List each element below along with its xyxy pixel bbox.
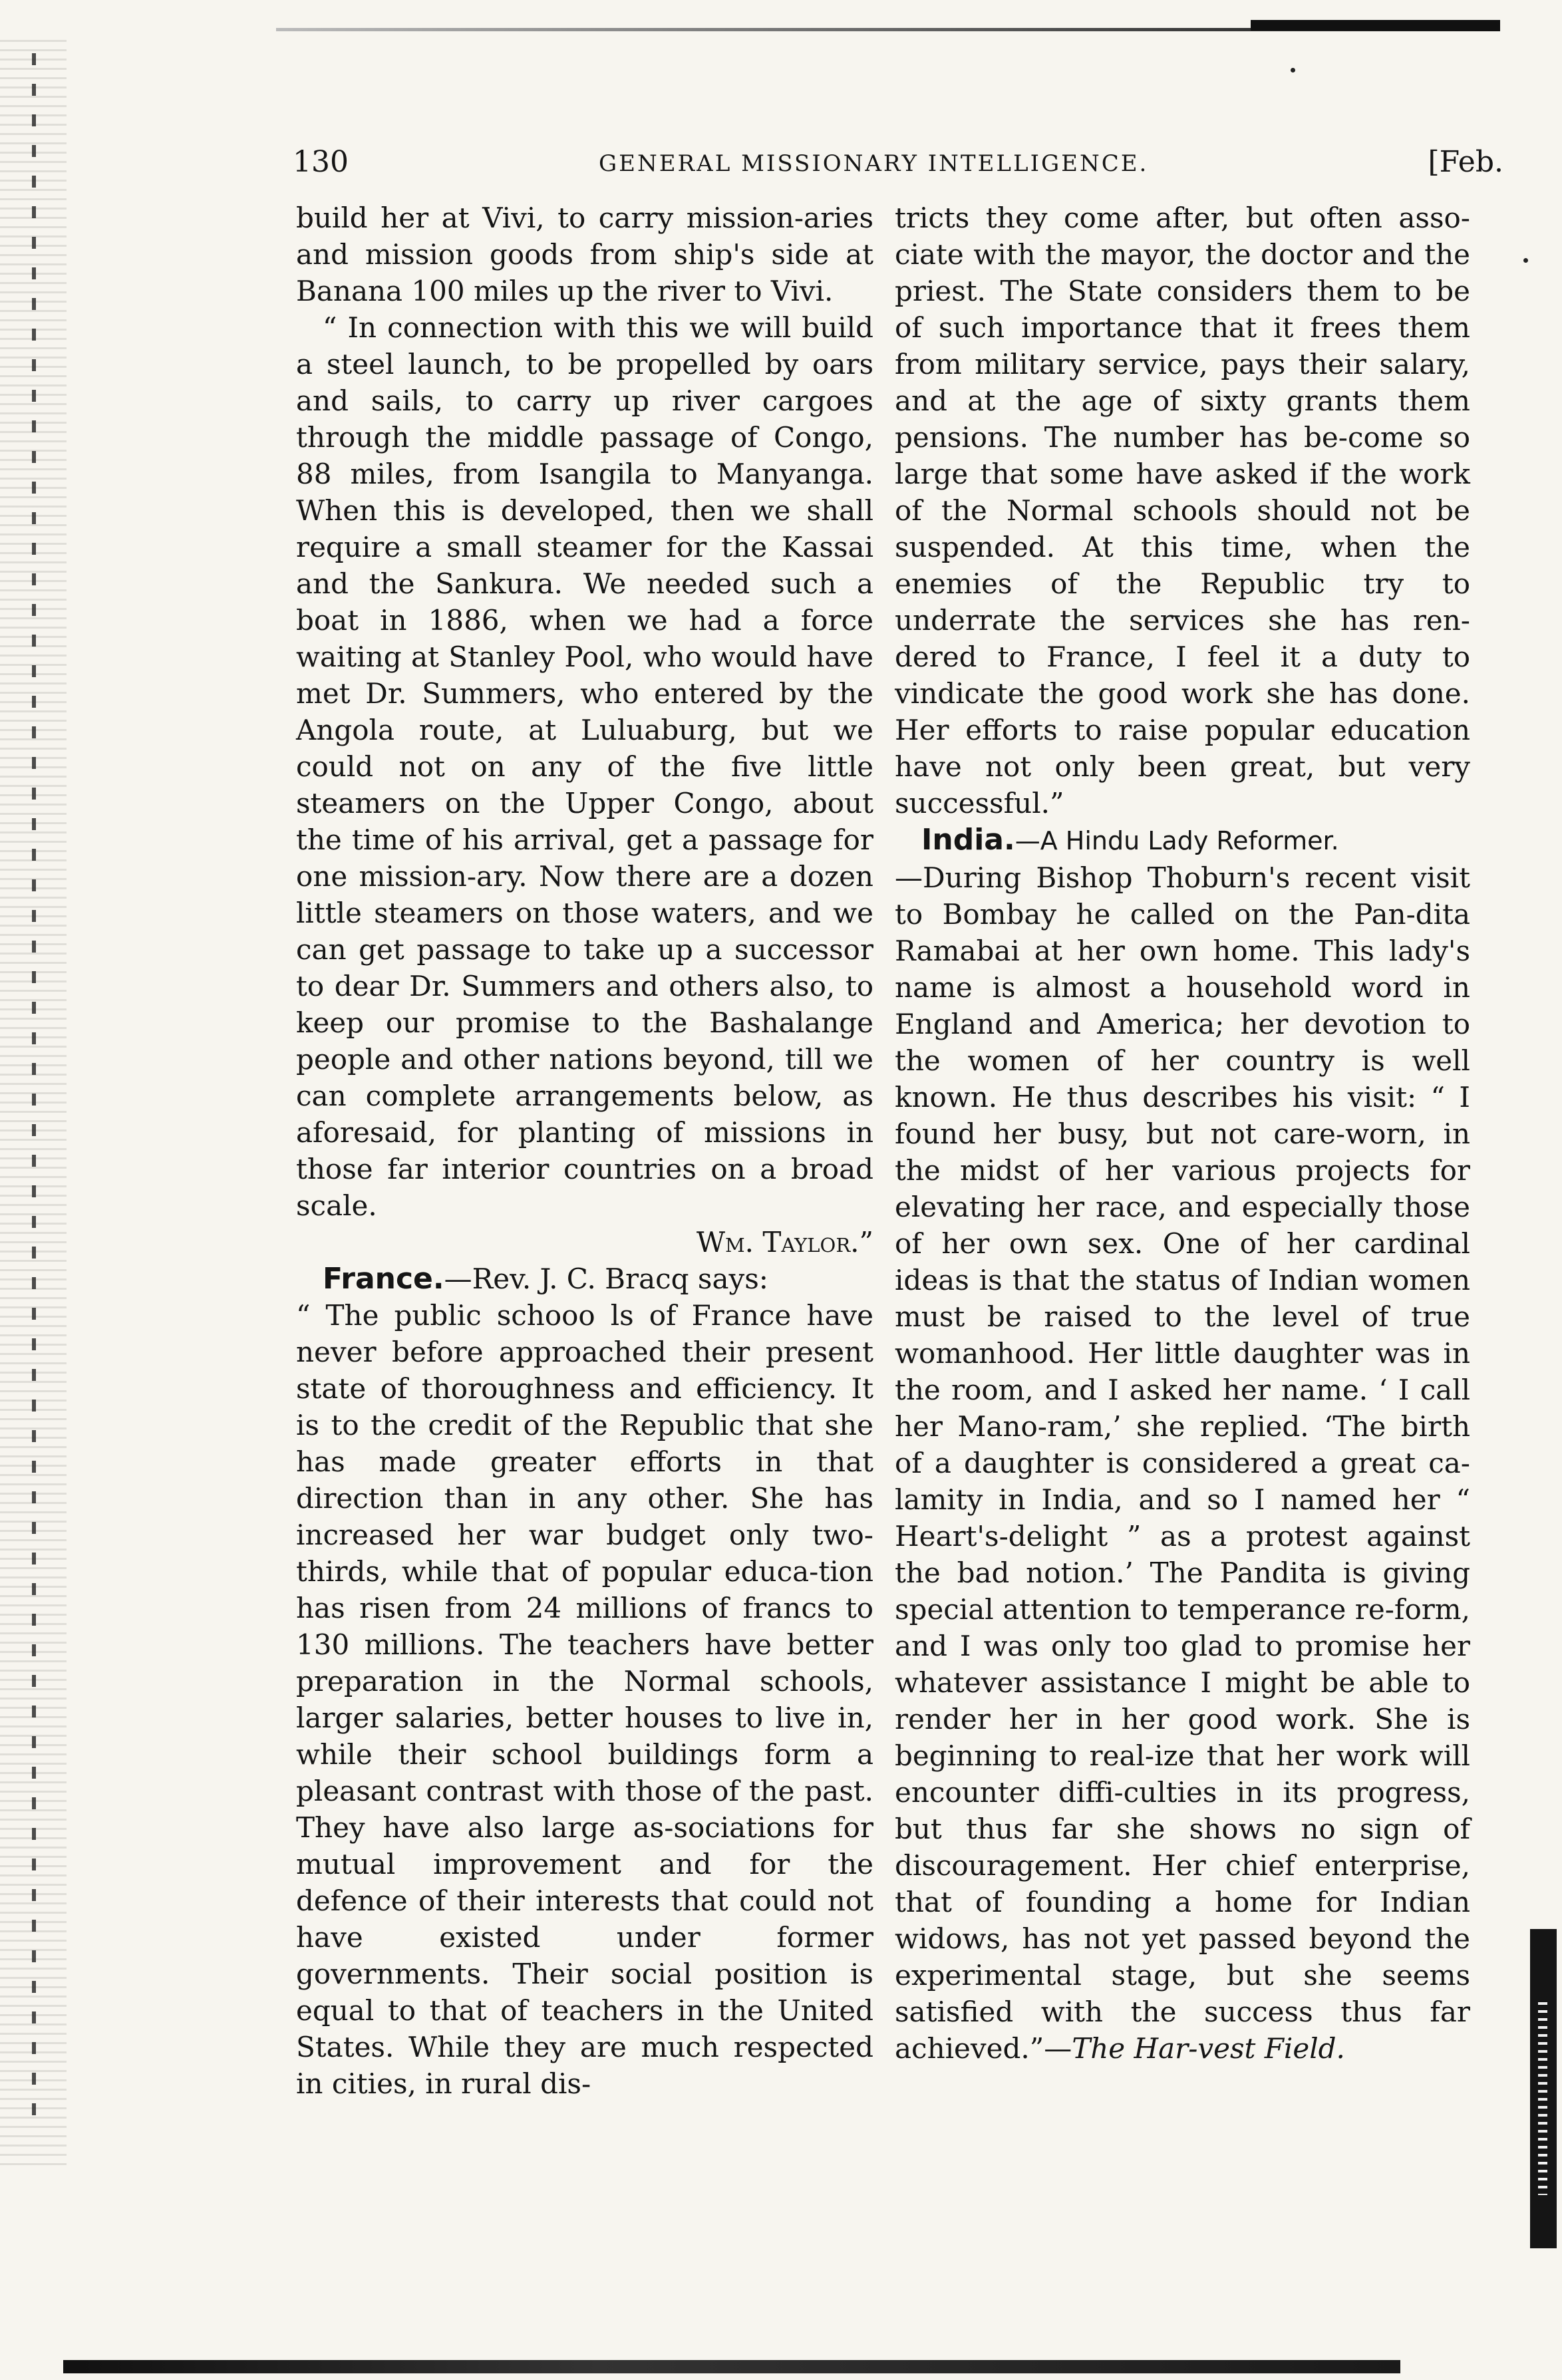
paragraph: tricts they come after, but often asso-ciate with the mayor, the doctor and the priest. The State considers them to be of such importance that it frees them from military service, pays their salary, and at the age of sixty grants them pensions. The number has be-come so large that some have asked if the work of the Normal schools should not be suspended. At this time, when the enemies of the Republic try to underrate the services she has ren-dered to France, I feel it a duty to vindicate the good work she has done. Her efforts to raise popular education have not only been great, but very successful.” xyxy=(895,202,1470,819)
section-heading-france: France. xyxy=(323,1262,444,1296)
speck xyxy=(1291,68,1295,73)
paragraph: “ In connection with this we will build a steel launch, to be propelled by oars and sails, to carry up river cargoes through the middle passage of Congo, 88 miles, from Isangila to Manyanga. When this is developed, then we shall require a small steamer for the Kassai and the Sankura. We needed such a boat in 1886, when we had a force waiting at Stanley Pool, who would have met Dr. Summers, who entered by the Angola route, at Luluaburg, but we could not on any of the five little steamers on the Upper Congo, about the time of his arrival, get a passage for one mission-ary. Now there are a dozen little steamers on those waters, and we can get passage to take up a successor to dear Dr. Summers and others also, to keep our promise to the Bashalange people and other nations beyond, till we can complete arrangements below, as aforesaid, for planting of missions in those far interior countries on a broad scale. xyxy=(296,311,873,1222)
top-rule-thick xyxy=(1251,20,1500,31)
signature: Wm. Taylor.” xyxy=(696,1226,873,1259)
section-india xyxy=(895,821,1470,859)
scan-edge-right-text xyxy=(1538,2002,1547,2195)
paragraph: build her at Vivi, to carry mission-aries and mission goods from ship's side at Banana 100 miles up the river to Vivi. xyxy=(296,202,873,307)
left-column xyxy=(296,200,873,2102)
running-head: GENERAL MISSIONARY INTELLIGENCE. xyxy=(599,150,1149,177)
page-number: 130 xyxy=(293,145,349,179)
india-text: —During Bishop Thoburn's recent visit to Bombay he called on the Pan-dita Ramabai at her own home. This lady's name is almost a household word in England and America; her devotion to the women of her country is well known. He thus describes his visit: “ I found her busy, but not care-worn, in the midst of her various projects for elevating her race, and especially those of her own sex. One of her cardinal ideas is that the status of Indian women must be raised to the level of true womanhood. Her little daughter was in the room, and I asked her name. ‘ I call her Mano-ram,’ she replied. ‘The birth of a daughter is considered a great ca-lamity in India, and so I named her “ Heart's-delight ” as a protest against the bad notion.’ The Pandita is giving special attention to temperance re-form, and I was only too glad to promise her whatever assistance I might be able to render her in her good work. She is beginning to real-ize that her work will encounter diffi-culties in its progress, but thus far she shows no sign of discouragement. Her chief enterprise, that of founding a home for Indian widows, has not yet passed beyond the experimental stage, but she seems satisfied with the success thus far achieved.”— xyxy=(895,861,1470,2065)
header-month: [Feb. xyxy=(1428,145,1503,179)
bottom-rule xyxy=(63,2360,1400,2373)
right-column xyxy=(895,200,1470,2067)
section-france xyxy=(296,1261,873,1297)
section-heading-india: India. xyxy=(921,823,1015,857)
india-subhead: —A Hindu Lady Reformer. xyxy=(1015,826,1339,855)
paragraph: “ The public schooo ls of France have never before approached their present state of thoroughness and efficiency. It is to the credit of the Republic that she has made greater efforts in that direction than in any other. She has increased her war budget only two-thirds, while that of popular educa-tion has risen from 24 millions of francs to 130 millions. The teachers have better preparation in the Normal schools, larger salaries, better houses to live in, while their school buildings form a pleasant contrast with those of the past. They have also large as-sociations for mutual improvement and for the defence of their interests that could not have existed under former governments. Their social position is equal to that of teachers in the United States. While they are much respected in cities, in rural dis- xyxy=(296,1299,873,2100)
speck xyxy=(1523,258,1528,263)
scan-edge-line xyxy=(32,53,36,2115)
page-header xyxy=(293,145,1503,185)
source-citation: The Har-vest Field. xyxy=(1072,2032,1345,2065)
paragraph xyxy=(895,859,1470,2067)
france-lead: —Rev. J. C. Bracq says: xyxy=(444,1263,768,1295)
signature-line xyxy=(296,1224,873,1261)
